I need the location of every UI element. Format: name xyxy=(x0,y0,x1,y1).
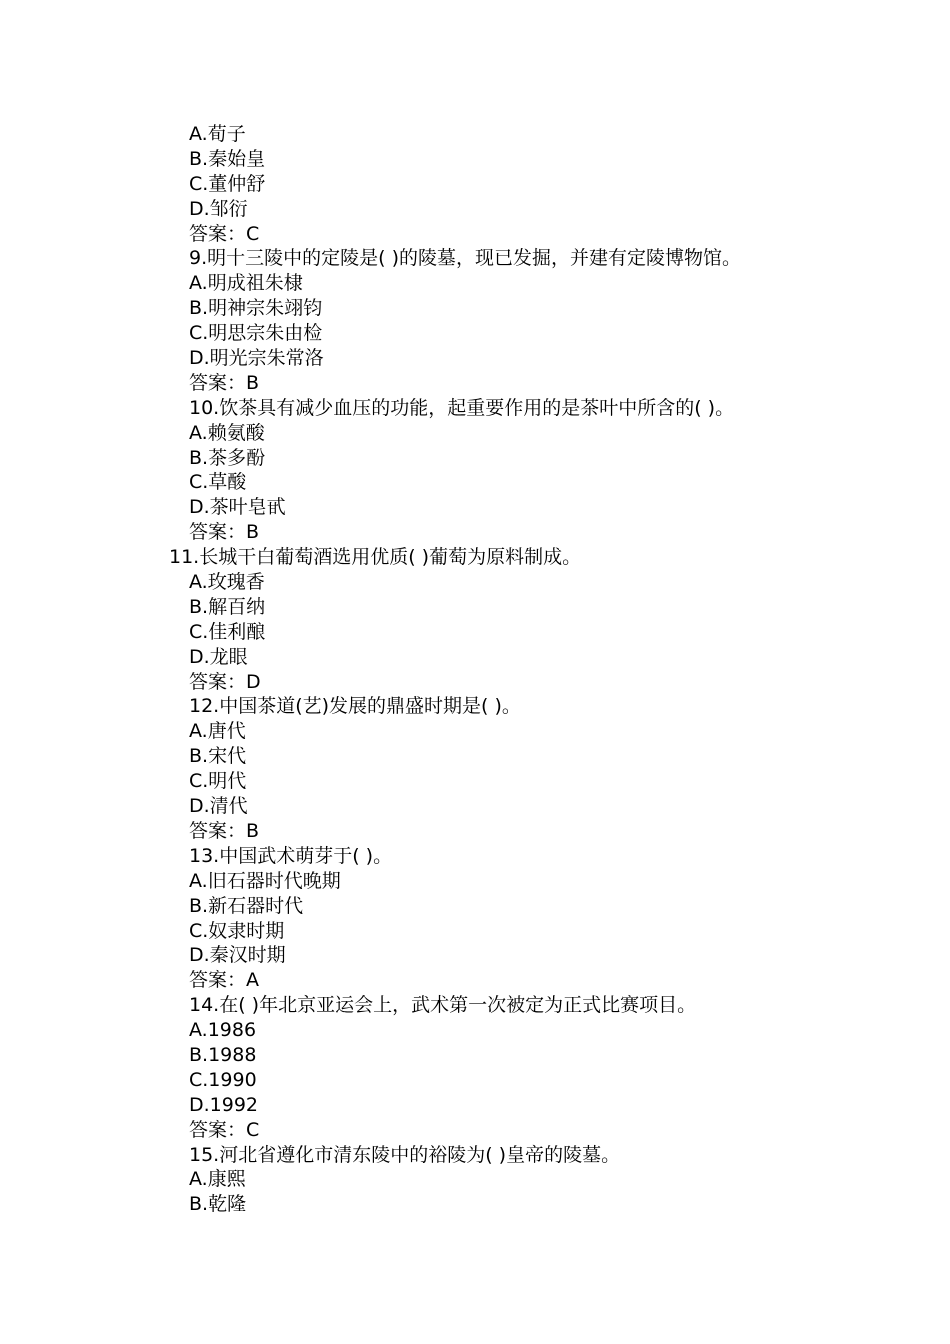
option-line: B.宋代 xyxy=(189,745,247,768)
option-line: C.董仲舒 xyxy=(189,172,266,195)
option-line: D.1992 xyxy=(189,1093,259,1116)
option-line: C.佳利酿 xyxy=(189,620,266,643)
option-line: B.1988 xyxy=(189,1043,257,1066)
answer-line: 答案：A xyxy=(189,969,259,992)
option-line: A.唐代 xyxy=(189,720,246,743)
answer-line: 答案：D xyxy=(189,670,261,693)
option-line: D.秦汉时期 xyxy=(189,944,286,967)
option-line: C.草酸 xyxy=(189,471,247,494)
option-line: B.秦始皇 xyxy=(189,147,266,170)
option-line: D.明光宗朱常洛 xyxy=(189,347,324,370)
option-line: A.康熙 xyxy=(189,1168,246,1191)
option-line: C.1990 xyxy=(189,1068,257,1091)
answer-line: 答案：C xyxy=(189,222,260,245)
question-line: 14.在( )年北京亚运会上，武术第一次被定为正式比赛项目。 xyxy=(189,994,697,1017)
question-line: 9.明十三陵中的定陵是( )的陵墓，现已发掘，并建有定陵博物馆。 xyxy=(189,247,741,270)
option-line: B.乾隆 xyxy=(189,1193,247,1216)
option-line: B.解百纳 xyxy=(189,595,266,618)
answer-line: 答案：C xyxy=(189,1118,260,1141)
question-line: 11.长城干白葡萄酒选用优质( )葡萄为原料制成。 xyxy=(169,546,582,569)
option-line: A.明成祖朱棣 xyxy=(189,272,303,295)
question-line: 13.中国武术萌芽于( )。 xyxy=(189,844,393,867)
option-line: C.奴隶时期 xyxy=(189,919,285,942)
option-line: C.明代 xyxy=(189,770,247,793)
option-line: A.荀子 xyxy=(189,123,246,145)
option-line: B.茶多酚 xyxy=(189,446,266,469)
option-line: B.新石器时代 xyxy=(189,894,304,917)
answer-line: 答案：B xyxy=(189,371,260,394)
quiz-content xyxy=(169,122,910,1217)
option-line: A.赖氨酸 xyxy=(189,421,265,444)
question-line: 12.中国茶道(艺)发展的鼎盛时期是( )。 xyxy=(189,695,521,718)
option-line: D.龙眼 xyxy=(189,645,248,668)
option-line: A.玫瑰香 xyxy=(189,571,265,594)
option-line: B.明神宗朱翊钧 xyxy=(189,297,323,320)
answer-line: 答案：B xyxy=(189,819,260,842)
option-line: D.清代 xyxy=(189,795,248,818)
option-line: A.旧石器时代晚期 xyxy=(189,869,341,892)
question-line: 10.饮茶具有减少血压的功能，起重要作用的是茶叶中所含的( )。 xyxy=(189,396,735,419)
answer-line: 答案：B xyxy=(189,521,260,544)
option-line: D.邹衍 xyxy=(189,197,248,220)
option-line: A.1986 xyxy=(189,1019,257,1042)
option-line: C.明思宗朱由检 xyxy=(189,322,323,345)
option-line: D.茶叶皂甙 xyxy=(189,496,286,519)
question-line: 15.河北省遵化市清东陵中的裕陵为( )皇帝的陵墓。 xyxy=(189,1143,621,1166)
